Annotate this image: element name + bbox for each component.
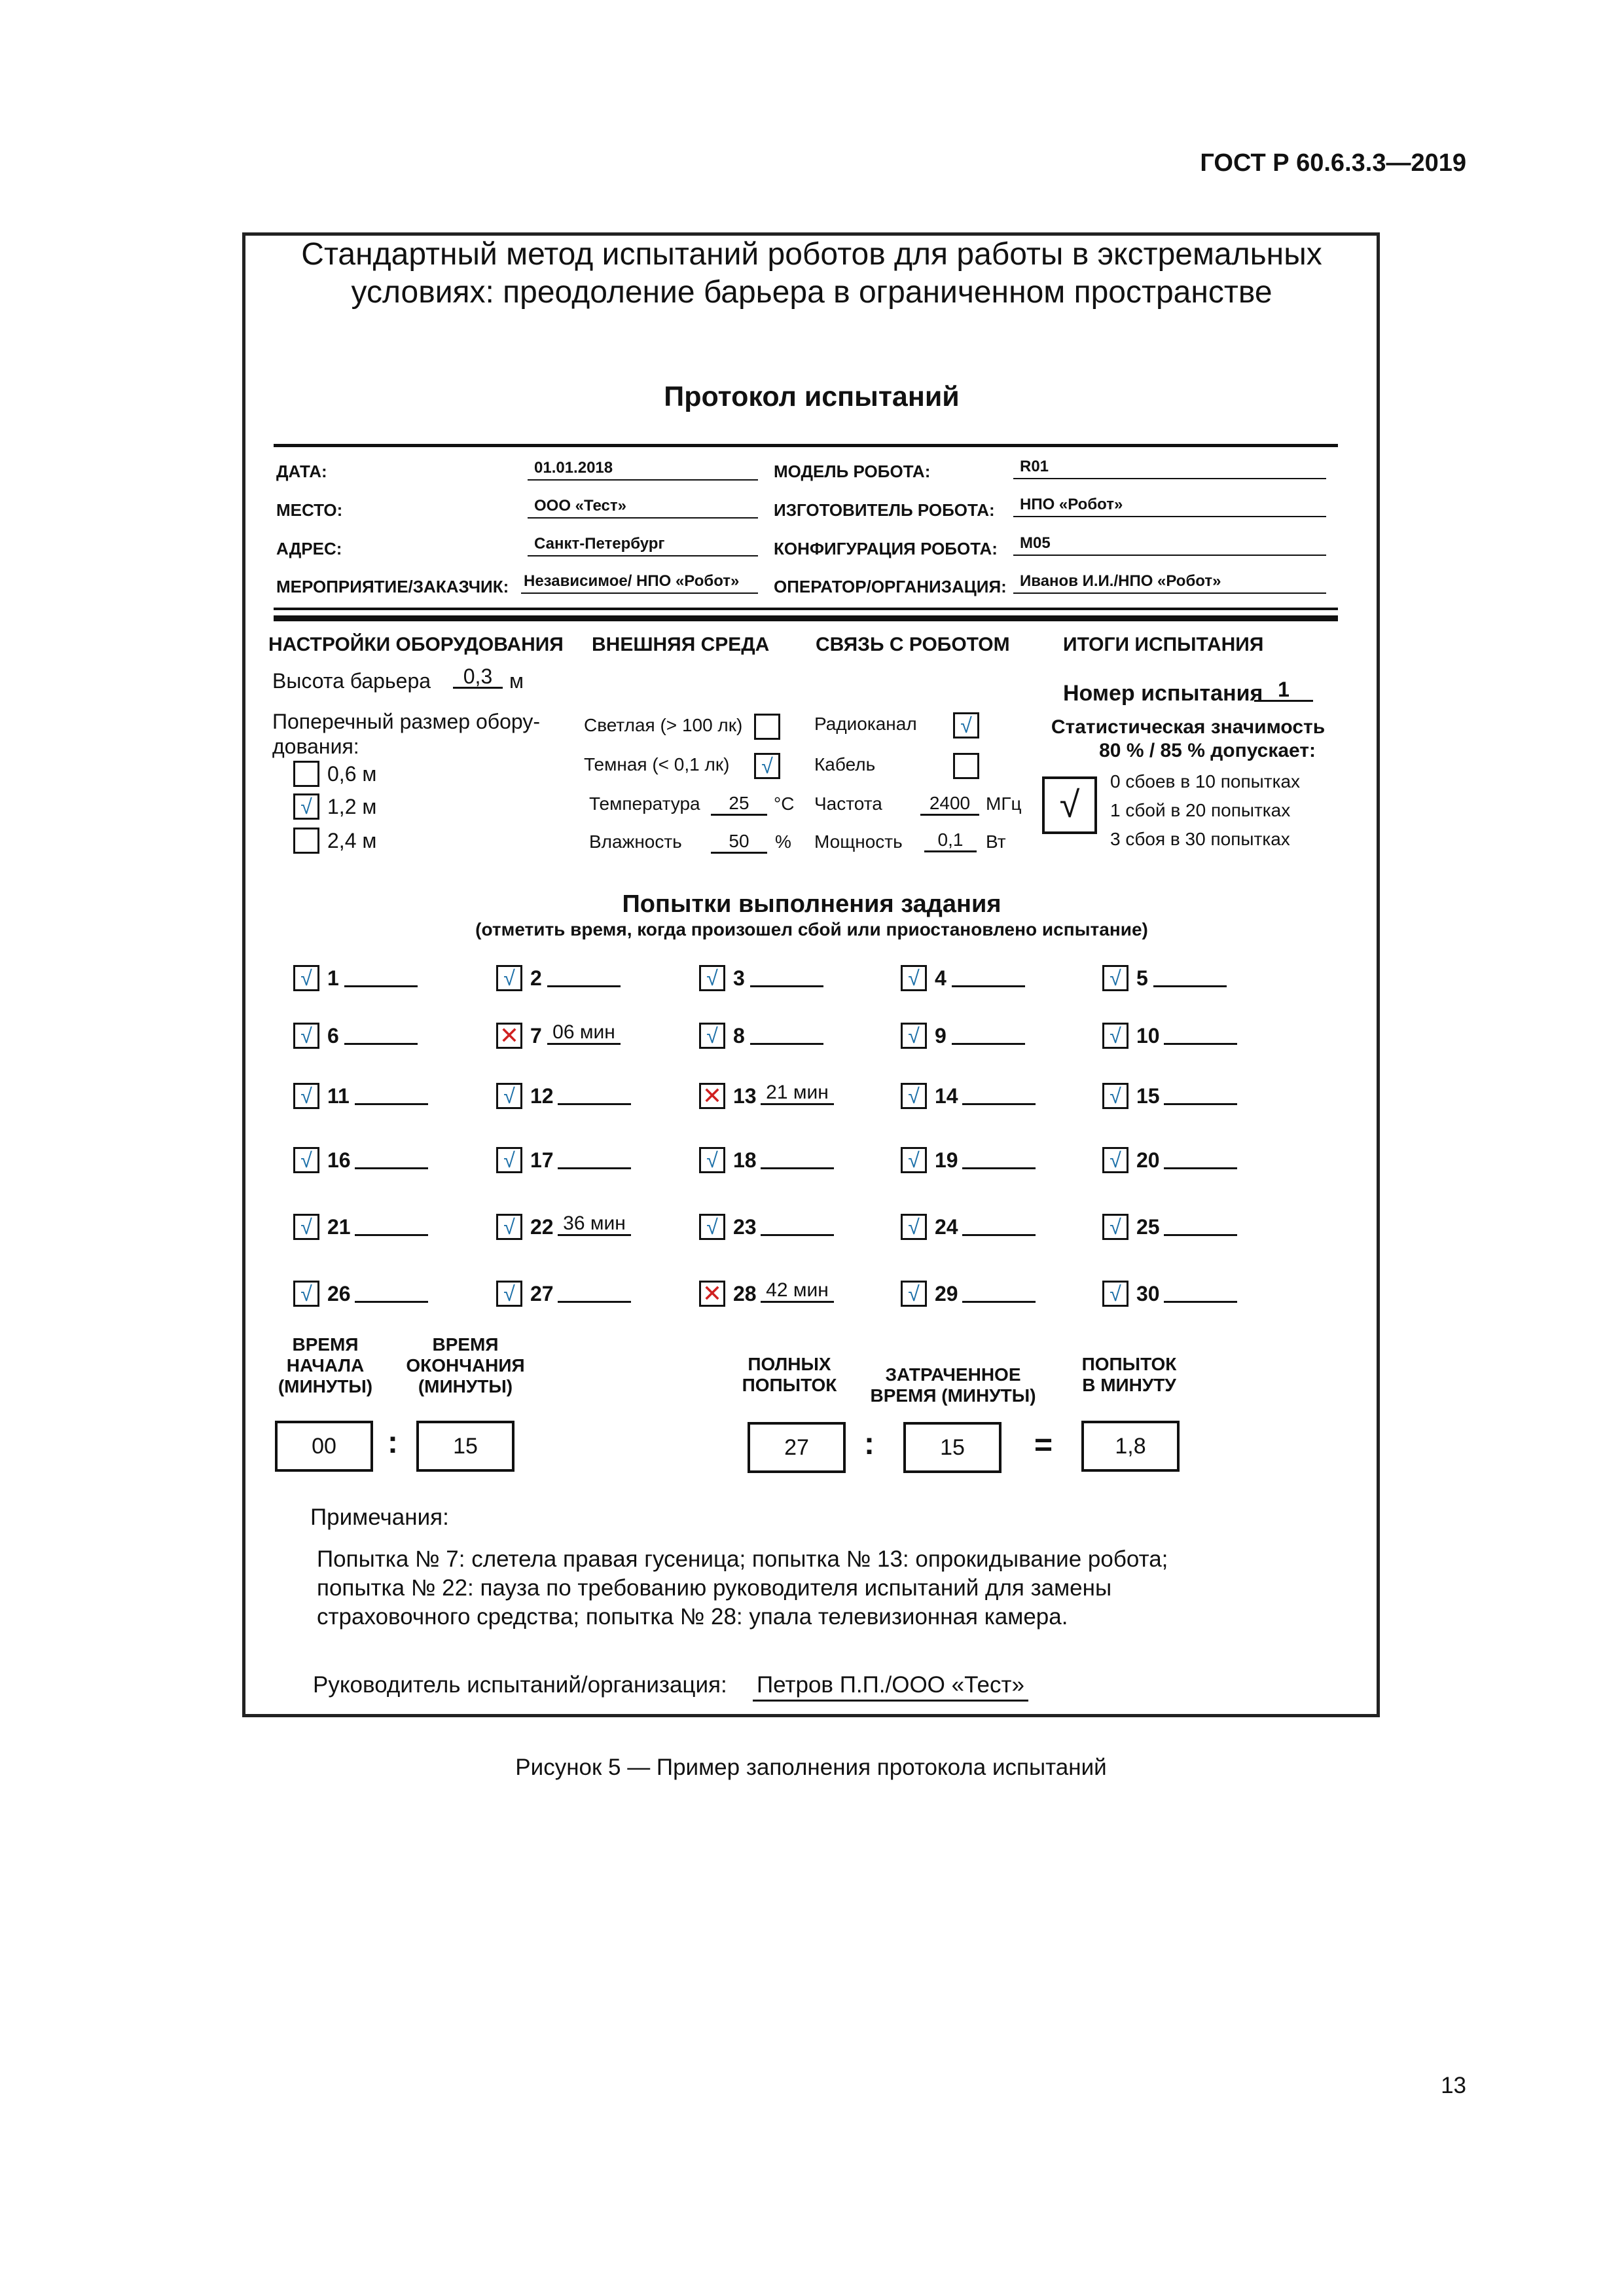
attempt-14-checkbox[interactable]: √ <box>901 1083 927 1109</box>
attempt-6-time-field[interactable] <box>344 1021 418 1045</box>
attempt-25-time-field[interactable] <box>1164 1212 1237 1236</box>
start-time-header-line1: ВРЕМЯ <box>292 1334 359 1355</box>
attempt-9-number: 9 <box>935 1024 947 1048</box>
attempt-7-checkbox[interactable]: ✕ <box>496 1023 522 1049</box>
equals-sign: = <box>1034 1428 1053 1463</box>
temperature-field[interactable]: 25 <box>711 792 767 816</box>
width-2-4-checkbox[interactable] <box>293 828 319 854</box>
full-attempts-header-line2: ПОПЫТОК <box>742 1375 837 1395</box>
width-0-6-checkbox[interactable] <box>293 761 319 787</box>
width-0-6-label: 0,6 м <box>327 762 377 786</box>
attempt-7-time-field[interactable]: 06 мин <box>547 1021 621 1045</box>
cable-checkbox[interactable] <box>953 753 979 779</box>
attempt-25-number: 25 <box>1136 1215 1160 1239</box>
end-time-box[interactable]: 15 <box>416 1421 514 1472</box>
attempt-25-checkbox[interactable]: √ <box>1102 1214 1128 1240</box>
attempt-17-checkbox[interactable]: √ <box>496 1147 522 1173</box>
frequency-unit: МГц <box>986 793 1022 814</box>
power-label: Мощность <box>814 831 903 852</box>
attempt-20-checkbox[interactable]: √ <box>1102 1147 1128 1173</box>
place-field[interactable]: ООО «Тест» <box>528 496 758 519</box>
divider-top <box>274 444 1338 447</box>
end-time-header-line2: ОКОНЧАНИЯ <box>406 1355 525 1376</box>
attempt-2-checkbox[interactable]: √ <box>496 965 522 991</box>
attempt-30-time-field[interactable] <box>1164 1279 1237 1303</box>
end-time-header <box>397 1334 534 1397</box>
attempt-20-time-field[interactable] <box>1164 1146 1237 1169</box>
operator-label: ОПЕРАТОР/ОРГАНИЗАЦИЯ: <box>774 577 1007 596</box>
attempt-21-time-field[interactable] <box>355 1212 428 1236</box>
width-label-2: дования: <box>272 735 359 758</box>
attempt-24-time-field[interactable] <box>962 1212 1036 1236</box>
place-label: МЕСТО: <box>276 500 343 520</box>
attempt-16-number: 16 <box>327 1148 351 1172</box>
attempt-21-checkbox[interactable]: √ <box>293 1214 319 1240</box>
figure-caption: Рисунок 5 — Пример заполнения протокола испытаний <box>515 1755 1107 1780</box>
start-end-colon: : <box>388 1425 398 1460</box>
rate-box[interactable]: 1,8 <box>1081 1421 1180 1472</box>
config-label: КОНФИГУРАЦИЯ РОБОТА: <box>774 539 998 558</box>
attempt-22-number: 22 <box>530 1215 554 1239</box>
attempt-11-checkbox[interactable]: √ <box>293 1083 319 1109</box>
attempt-8-number: 8 <box>733 1024 745 1048</box>
attempt-26-number: 26 <box>327 1282 351 1305</box>
attempt-30-number: 30 <box>1136 1282 1160 1305</box>
rate-header-line2: В МИНУТУ <box>1082 1375 1176 1395</box>
full-spent-colon: : <box>864 1427 875 1461</box>
humidity-unit: % <box>775 831 791 852</box>
attempt-23-number: 23 <box>733 1215 757 1239</box>
attempt-14-time-field[interactable] <box>962 1082 1036 1105</box>
attempt-12-number: 12 <box>530 1084 554 1108</box>
divider-mid-1 <box>274 608 1338 610</box>
attempt-3-number: 3 <box>733 966 745 990</box>
humidity-field[interactable]: 50 <box>711 830 767 854</box>
event-field[interactable]: Независимое/ НПО «Робот» <box>521 572 758 594</box>
rate-header-line1: ПОПЫТОК <box>1081 1354 1177 1374</box>
model-field[interactable]: R01 <box>1013 457 1326 479</box>
event-label: МЕРОПРИЯТИЕ/ЗАКАЗЧИК: <box>276 577 509 596</box>
comms-section-title: СВЯЗЬ С РОБОТОМ <box>816 634 1010 655</box>
attempt-2-number: 2 <box>530 966 542 990</box>
attempt-17-time-field[interactable] <box>558 1146 631 1169</box>
radio-label: Радиоканал <box>814 714 917 734</box>
stat-significance-line2: 80 % / 85 % допускает: <box>1099 740 1316 761</box>
attempt-22-time-field[interactable]: 36 мин <box>558 1212 631 1236</box>
attempt-7-number: 7 <box>530 1024 542 1048</box>
attempt-27-number: 27 <box>530 1282 554 1305</box>
equipment-section-title: НАСТРОЙКИ ОБОРУДОВАНИЯ <box>268 634 564 655</box>
model-label: МОДЕЛЬ РОБОТА: <box>774 462 931 481</box>
test-number-field[interactable]: 1 <box>1254 678 1313 702</box>
attempt-18-number: 18 <box>733 1148 757 1172</box>
attempt-29-time-field[interactable] <box>962 1279 1036 1303</box>
power-unit: Вт <box>986 831 1006 852</box>
radio-checkbox[interactable]: √ <box>953 712 979 738</box>
attempt-3-checkbox[interactable]: √ <box>699 965 725 991</box>
attempt-20-number: 20 <box>1136 1148 1160 1172</box>
form-subtitle: Протокол испытаний <box>664 381 960 412</box>
attempt-28-number: 28 <box>733 1282 757 1305</box>
end-time-header-line3: (МИНУТЫ) <box>418 1376 513 1396</box>
test-head-field[interactable]: Петров П.П./ООО «Тест» <box>753 1671 1028 1702</box>
attempt-12-checkbox[interactable]: √ <box>496 1083 522 1109</box>
attempt-4-time-field[interactable] <box>952 964 1025 987</box>
attempt-29-number: 29 <box>935 1282 958 1305</box>
width-label-1: Поперечный размер обору- <box>272 710 540 733</box>
attempt-19-number: 19 <box>935 1148 958 1172</box>
maker-label: ИЗГОТОВИТЕЛЬ РОБОТА: <box>774 500 995 520</box>
end-time-header-line1: ВРЕМЯ <box>432 1334 499 1355</box>
attempt-19-time-field[interactable] <box>962 1146 1036 1169</box>
notes-text <box>317 1545 1168 1631</box>
divider-mid-2 <box>274 615 1338 621</box>
attempt-13-time-field[interactable]: 21 мин <box>761 1082 834 1105</box>
attempt-17-number: 17 <box>530 1148 554 1172</box>
full-attempts-box[interactable]: 27 <box>748 1422 846 1473</box>
spent-time-header-line2: ВРЕМЯ (МИНУТЫ) <box>870 1385 1036 1406</box>
attempt-4-number: 4 <box>935 966 947 990</box>
spent-time-box[interactable]: 15 <box>903 1422 1001 1473</box>
attempt-3-time-field[interactable] <box>750 964 823 987</box>
frequency-field[interactable]: 2400 <box>920 792 979 816</box>
barrier-height-unit: м <box>509 669 524 693</box>
config-field[interactable]: М05 <box>1013 534 1326 556</box>
dark-label: Темная (< 0,1 лк) <box>584 754 730 774</box>
stat-line-2: 3 сбоя в 30 попытках <box>1110 829 1290 849</box>
attempt-6-checkbox[interactable]: √ <box>293 1023 319 1049</box>
date-field[interactable]: 01.01.2018 <box>528 458 758 481</box>
width-2-4-label: 2,4 м <box>327 829 377 852</box>
attempt-16-checkbox[interactable]: √ <box>293 1147 319 1173</box>
stat-significance-checkbox[interactable]: √ <box>1042 776 1097 834</box>
attempt-11-number: 11 <box>327 1084 350 1108</box>
attempt-1-time-field[interactable] <box>344 964 418 987</box>
dark-checkbox[interactable]: √ <box>754 753 780 779</box>
barrier-height-field[interactable]: 0,3 <box>453 665 503 689</box>
start-time-header <box>270 1334 381 1397</box>
notes-line-2: попытка № 22: пауза по требованию руководителя испытаний для замены <box>317 1575 1112 1601</box>
address-label: АДРЕС: <box>276 539 342 558</box>
attempt-15-number: 15 <box>1136 1084 1160 1108</box>
attempt-8-time-field[interactable] <box>750 1021 823 1045</box>
attempt-24-checkbox[interactable]: √ <box>901 1214 927 1240</box>
attempt-15-checkbox[interactable]: √ <box>1102 1083 1128 1109</box>
attempt-18-checkbox[interactable]: √ <box>699 1147 725 1173</box>
attempt-14-number: 14 <box>935 1084 958 1108</box>
light-label: Светлая (> 100 лк) <box>584 715 743 735</box>
attempt-6-number: 6 <box>327 1024 339 1048</box>
temperature-unit: °С <box>774 793 795 814</box>
attempt-5-number: 5 <box>1136 966 1148 990</box>
attempt-23-checkbox[interactable]: √ <box>699 1214 725 1240</box>
attempt-4-checkbox[interactable]: √ <box>901 965 927 991</box>
stat-significance-line1: Статистическая значимость <box>1051 716 1326 738</box>
attempt-22-checkbox[interactable]: √ <box>496 1214 522 1240</box>
environment-section-title: ВНЕШНЯЯ СРЕДА <box>592 634 770 655</box>
attempt-8-checkbox[interactable]: √ <box>699 1023 725 1049</box>
attempt-24-number: 24 <box>935 1215 958 1239</box>
attempt-27-time-field[interactable] <box>558 1279 631 1303</box>
maker-field[interactable]: НПО «Робот» <box>1013 495 1326 517</box>
barrier-height-label: Высота барьера <box>272 669 431 693</box>
attempt-23-time-field[interactable] <box>761 1212 834 1236</box>
full-attempts-header-line1: ПОЛНЫХ <box>748 1354 831 1374</box>
attempt-28-checkbox[interactable]: ✕ <box>699 1281 725 1307</box>
full-attempts-header <box>731 1354 848 1396</box>
attempt-28-time-field[interactable]: 42 мин <box>761 1279 834 1303</box>
spent-time-header-line1: ЗАТРАЧЕННОЕ <box>885 1364 1021 1385</box>
test-head-label: Руководитель испытаний/организация: <box>313 1672 727 1698</box>
humidity-label: Влажность <box>589 831 682 852</box>
attempts-subtitle: (отметить время, когда произошел сбой или приостановлено испытание) <box>475 919 1148 939</box>
stat-line-1: 1 сбой в 20 попытках <box>1110 800 1291 820</box>
attempt-11-time-field[interactable] <box>355 1082 428 1105</box>
standard-number: ГОСТ Р 60.6.3.3—2019 <box>1200 149 1466 177</box>
test-number-label: Номер испытания <box>1063 681 1263 706</box>
temperature-label: Температура <box>589 793 700 814</box>
attempts-title: Попытки выполнения задания <box>622 890 1001 918</box>
stat-line-0: 0 сбоев в 10 попытках <box>1110 771 1301 792</box>
light-checkbox[interactable] <box>754 714 780 740</box>
notes-label: Примечания: <box>310 1504 449 1530</box>
form-title: Стандартный метод испытаний роботов для работы в экстремальных условиях: преодоление барьера в ограниченном пространстве <box>301 237 1322 310</box>
rate-header <box>1067 1354 1191 1396</box>
attempt-13-checkbox[interactable]: ✕ <box>699 1083 725 1109</box>
notes-line-3: страховочного средства; попытка № 28: упала телевизионная камера. <box>317 1604 1068 1630</box>
frequency-label: Частота <box>814 793 882 814</box>
attempt-10-checkbox[interactable]: √ <box>1102 1023 1128 1049</box>
attempt-30-checkbox[interactable]: √ <box>1102 1281 1128 1307</box>
start-time-header-line3: (МИНУТЫ) <box>278 1376 373 1396</box>
notes-line-1: Попытка № 7: слетела правая гусеница; попытка № 13: опрокидывание робота; <box>317 1546 1168 1572</box>
attempt-12-time-field[interactable] <box>558 1082 631 1105</box>
width-1-2-checkbox[interactable]: √ <box>293 793 319 820</box>
attempt-9-checkbox[interactable]: √ <box>901 1023 927 1049</box>
attempt-26-checkbox[interactable]: √ <box>293 1281 319 1307</box>
attempt-1-number: 1 <box>327 966 339 990</box>
attempt-29-checkbox[interactable]: √ <box>901 1281 927 1307</box>
attempt-10-time-field[interactable] <box>1164 1021 1237 1045</box>
power-field[interactable]: 0,1 <box>924 829 977 852</box>
attempt-1-checkbox[interactable]: √ <box>293 965 319 991</box>
date-label: ДАТА: <box>276 462 327 481</box>
page-number: 13 <box>1441 2073 1466 2098</box>
start-time-header-line2: НАЧАЛА <box>286 1355 365 1376</box>
attempt-2-time-field[interactable] <box>547 964 621 987</box>
width-1-2-label: 1,2 м <box>327 795 377 818</box>
address-field[interactable]: Санкт-Петербург <box>528 534 758 556</box>
attempt-13-number: 13 <box>733 1084 757 1108</box>
cable-label: Кабель <box>814 754 876 774</box>
attempt-5-checkbox[interactable]: √ <box>1102 965 1128 991</box>
attempt-9-time-field[interactable] <box>952 1021 1025 1045</box>
attempt-19-checkbox[interactable]: √ <box>901 1147 927 1173</box>
start-time-box[interactable]: 00 <box>275 1421 373 1472</box>
attempt-21-number: 21 <box>327 1215 351 1239</box>
operator-field[interactable]: Иванов И.И./НПО «Робот» <box>1013 572 1326 594</box>
attempt-26-time-field[interactable] <box>355 1279 428 1303</box>
results-section-title: ИТОГИ ИСПЫТАНИЯ <box>1063 634 1264 655</box>
attempt-18-time-field[interactable] <box>761 1146 834 1169</box>
attempt-10-number: 10 <box>1136 1024 1160 1048</box>
attempt-5-time-field[interactable] <box>1153 964 1227 987</box>
attempt-15-time-field[interactable] <box>1164 1082 1237 1105</box>
attempt-16-time-field[interactable] <box>355 1146 428 1169</box>
attempt-27-checkbox[interactable]: √ <box>496 1281 522 1307</box>
spent-time-header <box>861 1364 1045 1406</box>
